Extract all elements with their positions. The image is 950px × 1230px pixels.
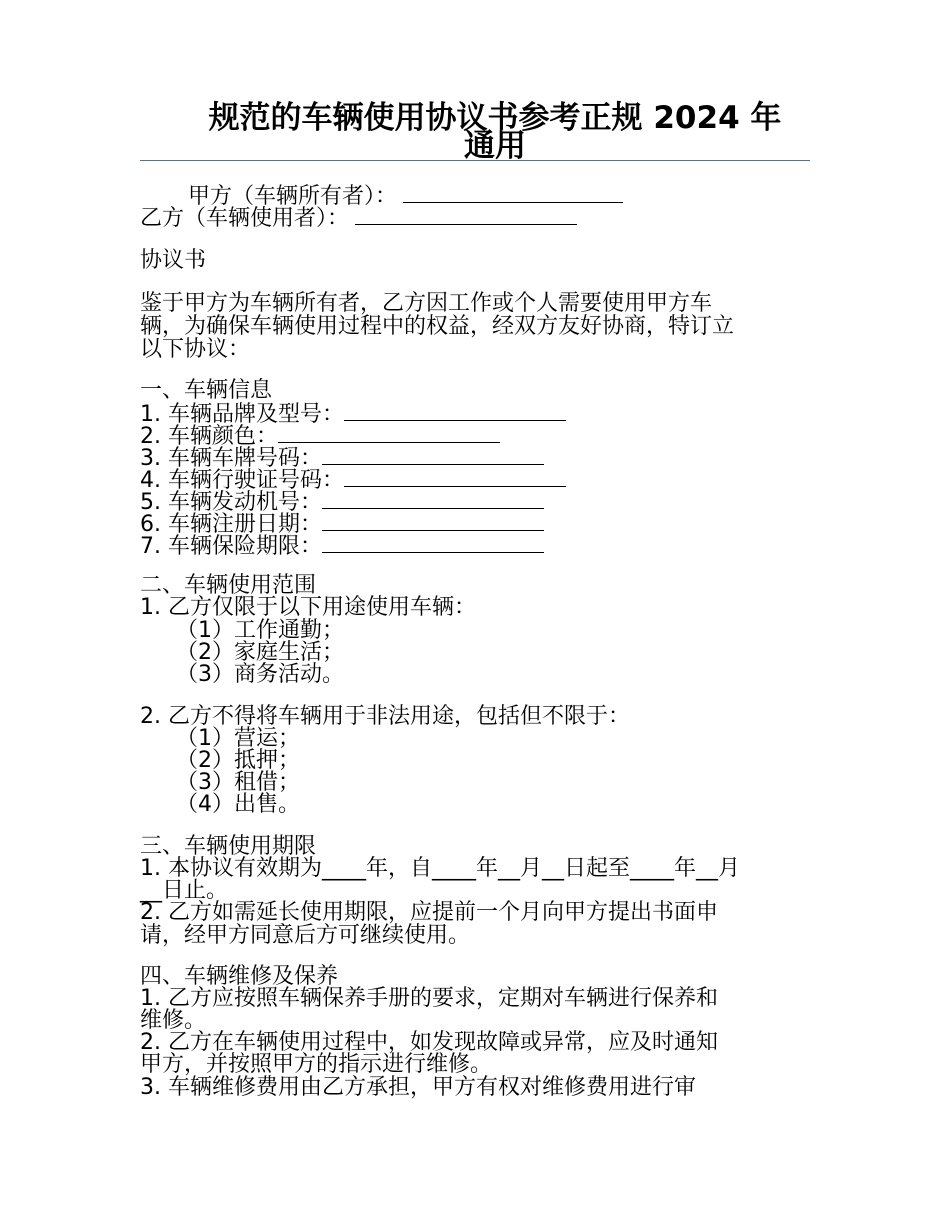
vehicle-info-label: 4. 车辆行驶证号码： xyxy=(140,468,344,493)
vehicle-info-label: 7. 车辆保险期限： xyxy=(140,534,322,559)
vehicle-info-blank xyxy=(322,446,544,465)
vehicle-info-item xyxy=(140,534,544,558)
intro-line-1: 鉴于甲方为车辆所有者，乙方因工作或个人需要使用甲方车 xyxy=(140,291,713,316)
list-item: （2）家庭生活； xyxy=(176,640,344,665)
vehicle-info-item xyxy=(140,490,544,514)
list-item: （2）抵押； xyxy=(176,748,300,773)
vehicle-info-item xyxy=(140,446,544,470)
vehicle-info-label: 2. 车辆颜色： xyxy=(140,424,278,449)
vehicle-info-label: 5. 车辆发动机号： xyxy=(140,490,322,515)
section-2-title: 二、车辆使用范围 xyxy=(140,573,317,598)
vehicle-info-blank xyxy=(322,534,544,553)
party-a-line xyxy=(188,184,623,208)
vehicle-info-blank xyxy=(278,424,500,443)
party-a-label: 甲方（车辆所有者）： xyxy=(188,184,398,209)
vehicle-info-item xyxy=(140,424,500,448)
agreement-heading: 协议书 xyxy=(140,248,207,273)
term-line-4: 请，经甲方同意后方可继续使用。 xyxy=(140,923,471,948)
intro-line-3: 以下协议： xyxy=(140,337,251,362)
vehicle-info-blank xyxy=(344,468,566,487)
maintenance-line-2: 维修。 xyxy=(140,1008,207,1033)
list-item: （3）租借； xyxy=(176,770,300,795)
list-item: （1）营运； xyxy=(176,726,300,751)
vehicle-info-label: 3. 车辆车牌号码： xyxy=(140,446,322,471)
section-3-title: 三、车辆使用期限 xyxy=(140,834,317,859)
party-a-blank xyxy=(403,184,623,203)
document-title: 规范的车辆使用协议书参考正规 2024 年 通用 xyxy=(208,100,782,164)
term-line-3: 2. 乙方如需延长使用期限，应提前一个月向甲方提出书面申 xyxy=(140,900,718,925)
intro-line-2: 辆，为确保车辆使用过程中的权益，经双方友好协商，特订立 xyxy=(140,314,735,339)
maintenance-line-4: 甲方，并按照甲方的指示进行维修。 xyxy=(140,1052,493,1077)
title-divider xyxy=(140,160,810,161)
usage-clause-2: 2. 乙方不得将车辆用于非法用途，包括但不限于： xyxy=(140,704,630,729)
term-line-2: __日止。 xyxy=(140,878,229,903)
maintenance-line-5: 3. 车辆维修费用由乙方承担，甲方有权对维修费用进行审 xyxy=(140,1075,696,1100)
vehicle-info-item xyxy=(140,468,566,492)
usage-clause-1: 1. 乙方仅限于以下用途使用车辆： xyxy=(140,595,476,620)
maintenance-line-1: 1. 乙方应按照车辆保养手册的要求，定期对车辆进行保养和 xyxy=(140,986,718,1011)
vehicle-info-item xyxy=(140,402,566,426)
section-4-title: 四、车辆维修及保养 xyxy=(140,964,339,989)
party-b-line xyxy=(140,206,577,230)
party-b-label: 乙方（车辆使用者）： xyxy=(140,206,350,231)
vehicle-info-blank xyxy=(344,402,566,421)
vehicle-info-blank xyxy=(322,512,544,531)
term-line-1: 1. 本协议有效期为____年，自____年__月__日起至____年__月 xyxy=(140,856,740,881)
vehicle-info-label: 6. 车辆注册日期： xyxy=(140,512,322,537)
party-b-blank xyxy=(355,206,577,225)
vehicle-info-blank xyxy=(322,490,544,509)
list-item: （4）出售。 xyxy=(176,792,300,817)
vehicle-info-item xyxy=(140,512,544,536)
section-1-title: 一、车辆信息 xyxy=(140,378,273,403)
list-item: （1）工作通勤； xyxy=(176,618,344,643)
maintenance-line-3: 2. 乙方在车辆使用过程中，如发现故障或异常，应及时通知 xyxy=(140,1030,718,1055)
vehicle-info-label: 1. 车辆品牌及型号： xyxy=(140,402,344,427)
list-item: （3）商务活动。 xyxy=(176,662,344,687)
